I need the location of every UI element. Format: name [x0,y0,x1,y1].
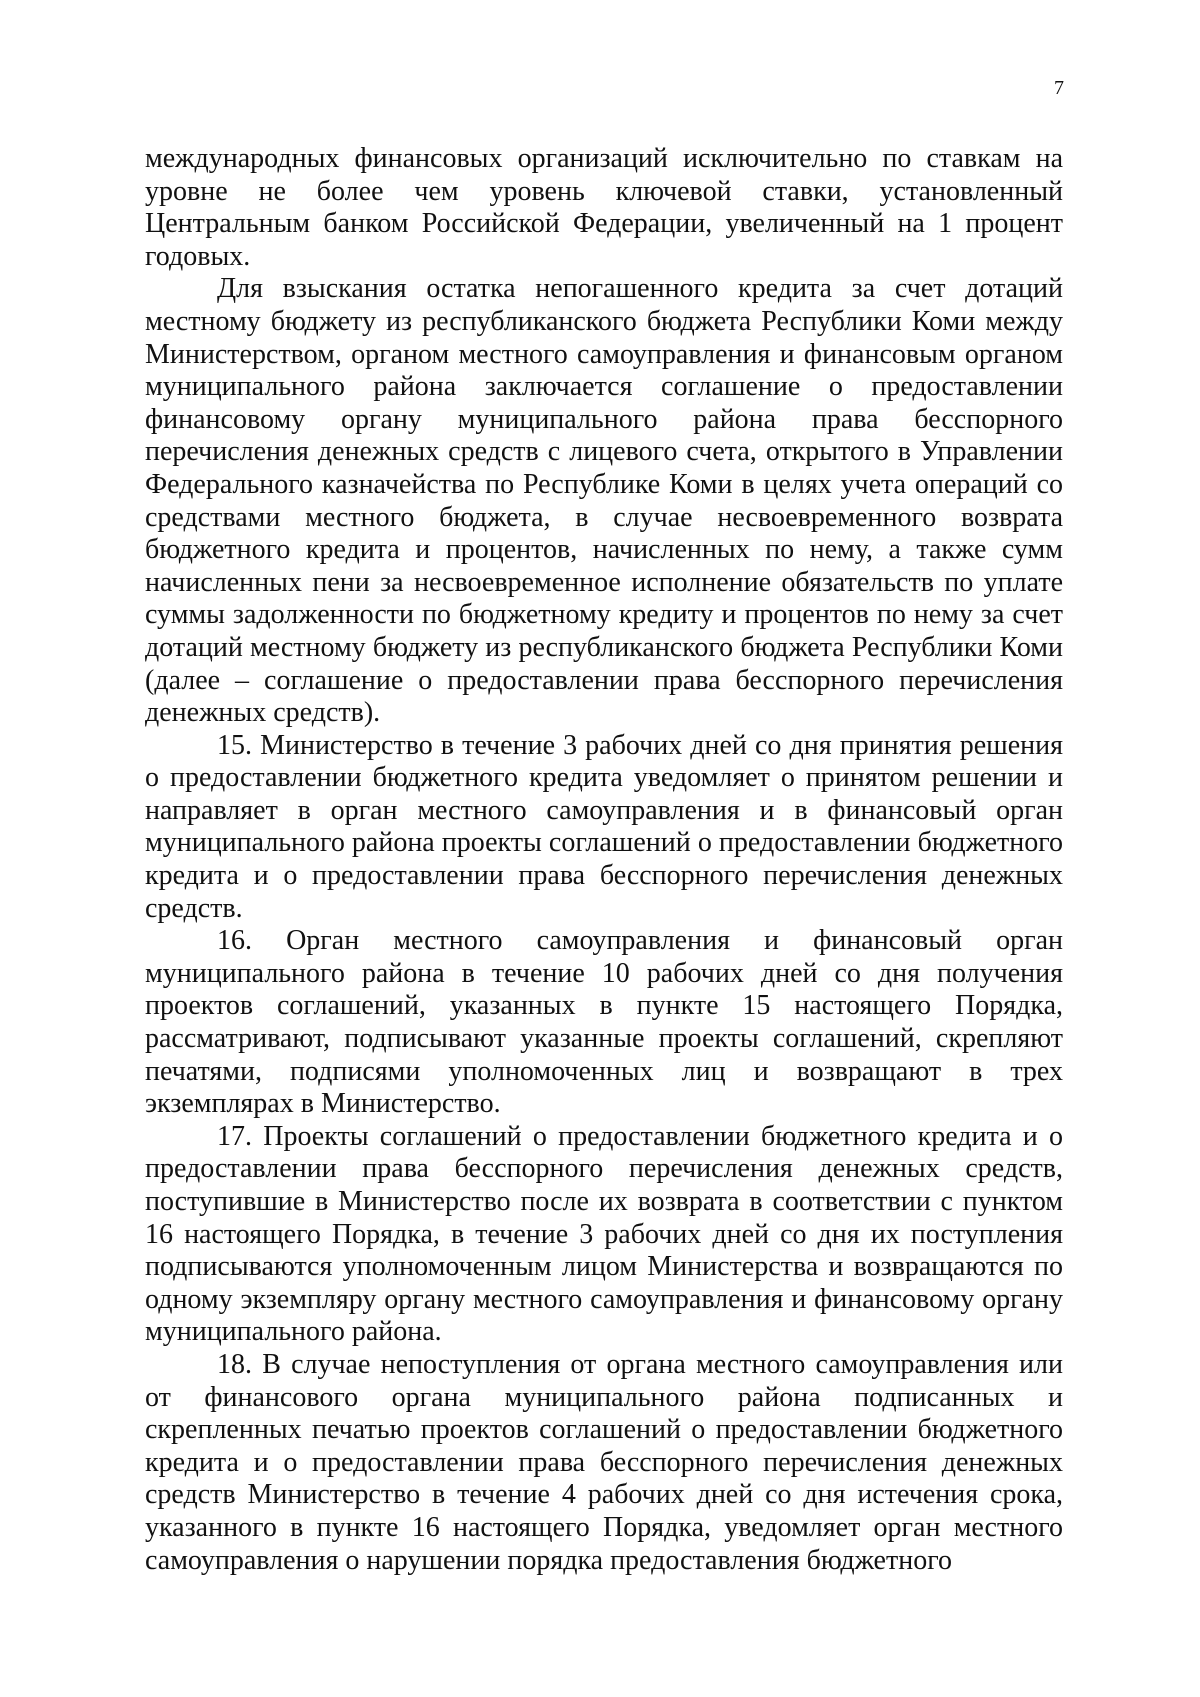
page-number: 7 [1054,77,1064,99]
paragraph-item-16: 16. Орган местного самоуправления и финансовый орган муниципального района в течение 10 рабочих дней со дня получения проектов соглашений, указанных в пункте 15 настоящего Порядка, рассматривают, подписывают указанные проекты соглашений, скрепляют печатями, подписями уполномоченных лиц и возвращают в трех экземплярах в Министерство. [145,925,1063,1120]
paragraph-item-17: 17. Проекты соглашений о предоставлении бюджетного кредита и о предоставлении права бесспорного перечисления денежных средств, поступившие в Министерство после их возврата в соответствии с пунктом 16 настоящего Порядка, в течение 3 рабочих дней со дня их поступления подписываются уполномоченным лицом Министерства и возвращаются по одному экземпляру органу местного самоуправления и финансовому органу муниципального района. [145,1120,1063,1348]
paragraph-item-18: 18. В случае непоступления от органа местного самоуправления или от финансового органа муниципального района подписанных и скрепленных печатью проектов соглашений о предоставлении бюджетного кредита и о предоставлении права бесспорного перечисления денежных средств Министерство в течение 4 рабочих дней со дня истечения срока, указанного в пункте 16 настоящего Порядка, уведомляет орган местного самоуправления о нарушении порядка предоставления бюджетного [145,1348,1063,1576]
document-body [145,143,1063,1577]
paragraph-continuation: международных финансовых организаций исключительно по ставкам на уровне не более чем уровень ключевой ставки, установленный Центральным банком Российской Федерации, увеличенный на 1 процент годовых. [145,143,1063,272]
paragraph-recovery-agreement: Для взыскания остатка непогашенного кредита за счет дотаций местному бюджету из республиканского бюджета Республики Коми между Министерством, органом местного самоуправления и финансовым органом муниципального района заключается соглашение о предоставлении финансовому органу муниципального района права бесспорного перечисления денежных средств с лицевого счета, открытого в Управлении Федерального казначейства по Республике Коми в целях учета операций со средствами местного бюджета, в случае несвоевременного возврата бюджетного кредита и процентов, начисленных по нему, а также сумм начисленных пени за несвоевременное исполнение обязательств по уплате суммы задолженности по бюджетному кредиту и процентов по нему за счет дотаций местному бюджету из республиканского бюджета Республики Коми (далее – соглашение о предоставлении права бесспорного перечисления денежных средств). [145,273,1063,729]
paragraph-item-15: 15. Министерство в течение 3 рабочих дней со дня принятия решения о предоставлении бюджетного кредита уведомляет о принятом решении и направляет в орган местного самоуправления и в финансовый орган муниципального района проекты соглашений о предоставлении бюджетного кредита и о предоставлении права бесспорного перечисления денежных средств. [145,729,1063,924]
